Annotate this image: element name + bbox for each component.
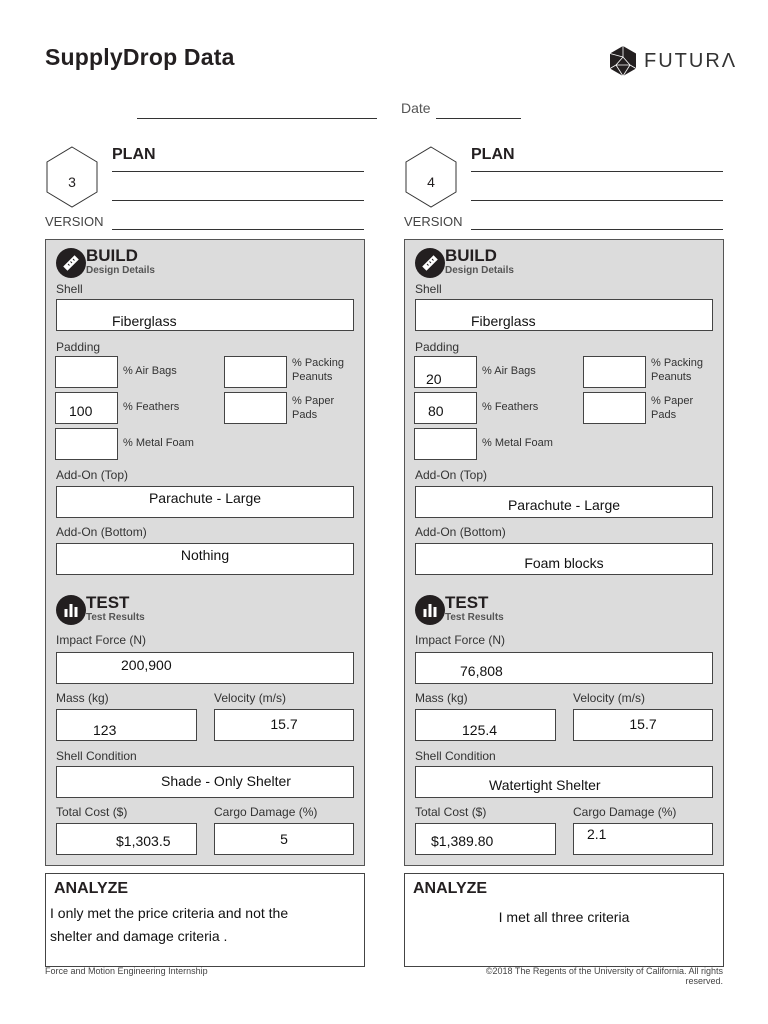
cargo-damage-field[interactable] bbox=[573, 823, 713, 855]
mass-field[interactable] bbox=[56, 709, 197, 741]
feathers-label: % Feathers bbox=[482, 401, 539, 413]
test-subtitle: Test Results bbox=[86, 612, 145, 623]
addon-top-value: Parachute - Large bbox=[148, 490, 262, 506]
footer-right: ©2018 The Regents of the University of California. All rights reserved. bbox=[485, 966, 723, 986]
plan-line-3[interactable] bbox=[112, 229, 364, 230]
futura-logo-icon bbox=[608, 45, 638, 77]
mass-value: 125.4 bbox=[462, 722, 498, 738]
name-line[interactable] bbox=[137, 118, 377, 119]
addon-bottom-value: Nothing bbox=[180, 547, 230, 563]
addon-top-label: Add-On (Top) bbox=[415, 468, 488, 482]
velocity-field[interactable] bbox=[573, 709, 713, 741]
impact-force-value: 76,808 bbox=[460, 663, 503, 679]
page-title: SupplyDrop Data bbox=[45, 44, 235, 70]
test-title: TEST bbox=[445, 593, 489, 612]
build-panel bbox=[404, 239, 724, 587]
air-bags-field[interactable] bbox=[414, 356, 477, 388]
velocity-value: 15.7 bbox=[270, 716, 298, 732]
ruler-icon bbox=[56, 248, 86, 278]
cargo-damage-label: Cargo Damage (%) bbox=[573, 805, 677, 819]
addon-top-value: Parachute - Large bbox=[507, 497, 621, 513]
mass-label: Mass (kg) bbox=[415, 691, 468, 705]
plan-line-1[interactable] bbox=[112, 171, 364, 172]
addon-bottom-label: Add-On (Bottom) bbox=[415, 525, 506, 539]
cargo-damage-label: Cargo Damage (%) bbox=[214, 805, 318, 819]
packing-peanuts-field[interactable] bbox=[583, 356, 646, 388]
analyze-box[interactable] bbox=[45, 873, 365, 967]
shell-value: Fiberglass bbox=[471, 313, 536, 329]
paper-pads-label: % Paper Pads bbox=[651, 395, 694, 421]
shell-condition-field[interactable] bbox=[415, 766, 713, 798]
impact-force-label: Impact Force (N) bbox=[415, 633, 506, 647]
feathers-value: 80 bbox=[428, 403, 444, 419]
ruler-icon bbox=[415, 248, 445, 278]
impact-force-label: Impact Force (N) bbox=[56, 633, 147, 647]
paper-pads-label: % Paper Pads bbox=[292, 395, 335, 421]
feathers-label: % Feathers bbox=[123, 401, 180, 413]
air-bags-field[interactable] bbox=[55, 356, 118, 388]
build-title: BUILD bbox=[445, 246, 497, 265]
footer-left: Force and Motion Engineering Internship bbox=[45, 966, 208, 976]
packing-peanuts-label: % Packing Peanuts bbox=[651, 357, 703, 383]
velocity-field[interactable] bbox=[214, 709, 354, 741]
total-cost-value: $1,389.80 bbox=[431, 833, 494, 849]
shell-field[interactable] bbox=[56, 299, 354, 331]
shell-condition-field[interactable] bbox=[56, 766, 354, 798]
addon-top-field[interactable] bbox=[415, 486, 713, 518]
analyze-title: ANALYZE bbox=[54, 880, 129, 897]
analyze-line-1: I met all three criteria bbox=[498, 909, 630, 925]
feathers-field[interactable] bbox=[55, 392, 118, 424]
build-title: BUILD bbox=[86, 246, 138, 265]
padding-label: Padding bbox=[56, 340, 101, 354]
shell-condition-value: Shade - Only Shelter bbox=[161, 773, 291, 789]
plan-line-3[interactable] bbox=[471, 229, 723, 230]
plan-label: PLAN bbox=[112, 146, 156, 163]
padding-label: Padding bbox=[415, 340, 460, 354]
version-label: VERSION bbox=[45, 214, 104, 229]
velocity-value: 15.7 bbox=[629, 716, 657, 732]
addon-bottom-field[interactable] bbox=[415, 543, 713, 575]
plan-line-1[interactable] bbox=[471, 171, 723, 172]
version-number[interactable]: 4 bbox=[427, 174, 435, 190]
build-panel bbox=[45, 239, 365, 587]
analyze-box[interactable] bbox=[404, 873, 724, 967]
metal-foam-label: % Metal Foam bbox=[123, 437, 194, 449]
date-label: Date bbox=[401, 100, 431, 116]
shell-label: Shell bbox=[415, 282, 442, 296]
mass-field[interactable] bbox=[415, 709, 556, 741]
shell-field[interactable] bbox=[415, 299, 713, 331]
air-bags-label: % Air Bags bbox=[482, 365, 536, 377]
version-number[interactable]: 3 bbox=[68, 174, 76, 190]
shell-condition-label: Shell Condition bbox=[415, 749, 496, 763]
velocity-label: Velocity (m/s) bbox=[573, 691, 646, 705]
shell-condition-label: Shell Condition bbox=[56, 749, 137, 763]
version-label: VERSION bbox=[404, 214, 463, 229]
plan-line-2[interactable] bbox=[112, 200, 364, 201]
feathers-field[interactable] bbox=[414, 392, 477, 424]
cargo-damage-value: 5 bbox=[280, 831, 288, 847]
impact-force-value: 200,900 bbox=[121, 657, 172, 673]
air-bags-value: 20 bbox=[426, 371, 442, 387]
plan-label: PLAN bbox=[471, 146, 515, 163]
paper-pads-field[interactable] bbox=[224, 392, 287, 424]
impact-force-field[interactable] bbox=[56, 652, 354, 684]
total-cost-label: Total Cost ($) bbox=[415, 805, 487, 819]
metal-foam-field[interactable] bbox=[55, 428, 118, 460]
metal-foam-label: % Metal Foam bbox=[482, 437, 553, 449]
total-cost-field[interactable] bbox=[56, 823, 197, 855]
analyze-title: ANALYZE bbox=[413, 880, 488, 897]
build-subtitle: Design Details bbox=[86, 265, 155, 276]
addon-bottom-value: Foam blocks bbox=[524, 555, 604, 571]
paper-pads-field[interactable] bbox=[583, 392, 646, 424]
impact-force-field[interactable] bbox=[415, 652, 713, 684]
date-line[interactable] bbox=[436, 118, 521, 119]
addon-top-field[interactable] bbox=[56, 486, 354, 518]
total-cost-value: $1,303.5 bbox=[116, 833, 171, 849]
mass-value: 123 bbox=[93, 722, 117, 738]
feathers-value: 100 bbox=[69, 403, 93, 419]
test-panel bbox=[45, 585, 365, 866]
metal-foam-field[interactable] bbox=[414, 428, 477, 460]
bar-chart-icon bbox=[56, 595, 86, 625]
build-subtitle: Design Details bbox=[445, 265, 514, 276]
analyze-line-1: I only met the price criteria and not the bbox=[50, 905, 289, 921]
packing-peanuts-field[interactable] bbox=[224, 356, 287, 388]
shell-label: Shell bbox=[56, 282, 83, 296]
packing-peanuts-label: % Packing Peanuts bbox=[292, 357, 344, 383]
plan-line-2[interactable] bbox=[471, 200, 723, 201]
futura-logo bbox=[608, 45, 737, 77]
cargo-damage-value: 2.1 bbox=[587, 826, 607, 842]
test-subtitle: Test Results bbox=[445, 612, 504, 623]
mass-label: Mass (kg) bbox=[56, 691, 109, 705]
total-cost-label: Total Cost ($) bbox=[56, 805, 128, 819]
air-bags-label: % Air Bags bbox=[123, 365, 177, 377]
shell-value: Fiberglass bbox=[112, 313, 177, 329]
test-panel bbox=[404, 585, 724, 866]
bar-chart-icon bbox=[415, 595, 445, 625]
total-cost-field[interactable] bbox=[415, 823, 556, 855]
analyze-text bbox=[405, 906, 723, 929]
test-title: TEST bbox=[86, 593, 130, 612]
shell-condition-value: Watertight Shelter bbox=[489, 777, 601, 793]
addon-bottom-field[interactable] bbox=[56, 543, 354, 575]
addon-bottom-label: Add-On (Bottom) bbox=[56, 525, 147, 539]
analyze-line-2: shelter and damage criteria . bbox=[50, 928, 228, 944]
analyze-text bbox=[50, 902, 288, 948]
cargo-damage-field[interactable] bbox=[214, 823, 354, 855]
addon-top-label: Add-On (Top) bbox=[56, 468, 129, 482]
velocity-label: Velocity (m/s) bbox=[214, 691, 287, 705]
logo-text: FUTURΛ bbox=[644, 49, 738, 72]
